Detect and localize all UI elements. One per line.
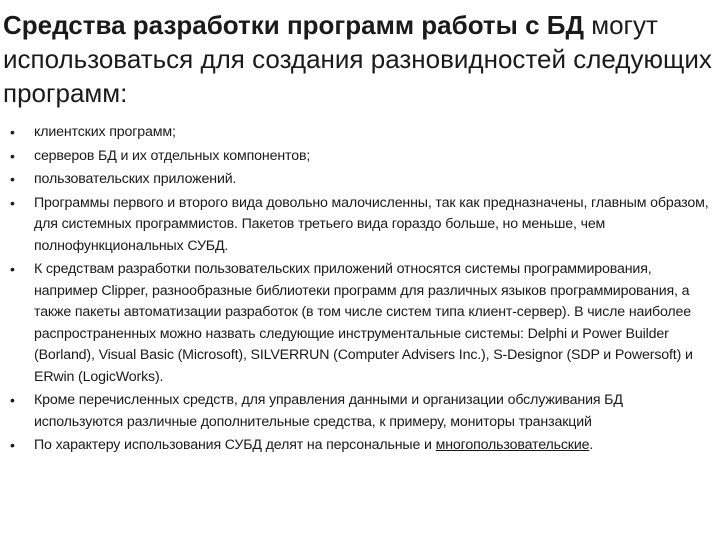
bullet-text-end: . — [589, 437, 594, 453]
bullet-dot-icon: • — [10, 124, 15, 140]
bullet-dot-icon: • — [10, 147, 15, 164]
bullet-item — [0, 435, 716, 457]
bullet-dot-icon: • — [10, 261, 15, 277]
bullet-item — [0, 390, 716, 433]
heading-bold-part: Средства разработки программ работы с БД — [3, 10, 584, 40]
bullet-text: клиентских программ; — [34, 124, 176, 140]
bullet-dot-icon: • — [10, 171, 15, 187]
bullet-item — [0, 259, 716, 388]
heading-rest-part: могут использоваться для создания разновидностей следующих программ: — [3, 10, 712, 108]
bullet-text: серверов БД и их отдельных компонентов; — [34, 147, 311, 164]
slide-heading — [3, 8, 715, 110]
bullet-list — [0, 122, 716, 459]
bullet-text: К средствам разработки пользовательских приложений относятся системы программирования, например Clipper, разнообразные библиотеки программ для различных языков программирования, а также пакеты автоматизации разработок (в том числе систем типа клиент-сервер). В числе наиболее распространенных можно назвать следующие инструментальные системы: Delphi и Power Builder (Borland), Visual Basic (Microsoft), SILVERRUN (Computer Advisers Inc.), S-Designor (SDP и Powersoft) и ERwin (LogicWorks). — [34, 261, 693, 385]
bullet-dot-icon: • — [10, 392, 15, 408]
bullet-item — [0, 169, 716, 191]
bullet-item — [0, 146, 716, 168]
bullet-dot-icon: • — [10, 437, 15, 453]
bullet-text: По характеру использования СУБД делят на персональные и — [34, 437, 436, 453]
bullet-text: Кроме перечисленных средств, для управления данными и организации обслуживания БД используются различные дополнительные средства, к примеру, мониторы транзакций — [34, 392, 623, 430]
multiuser-link[interactable]: многопользовательские — [435, 437, 590, 453]
bullet-text: пользовательских приложений. — [34, 171, 237, 187]
bullet-item — [0, 193, 716, 258]
bullet-text: Программы первого и второго вида довольно малочисленны, так как предназначены, главным образом, для системных программистов. Пакетов третьего вида гораздо больше, но меньше, чем полнофункциональных СУБД. — [34, 194, 709, 254]
bullet-item — [0, 122, 716, 144]
bullet-dot-icon: • — [10, 194, 15, 211]
